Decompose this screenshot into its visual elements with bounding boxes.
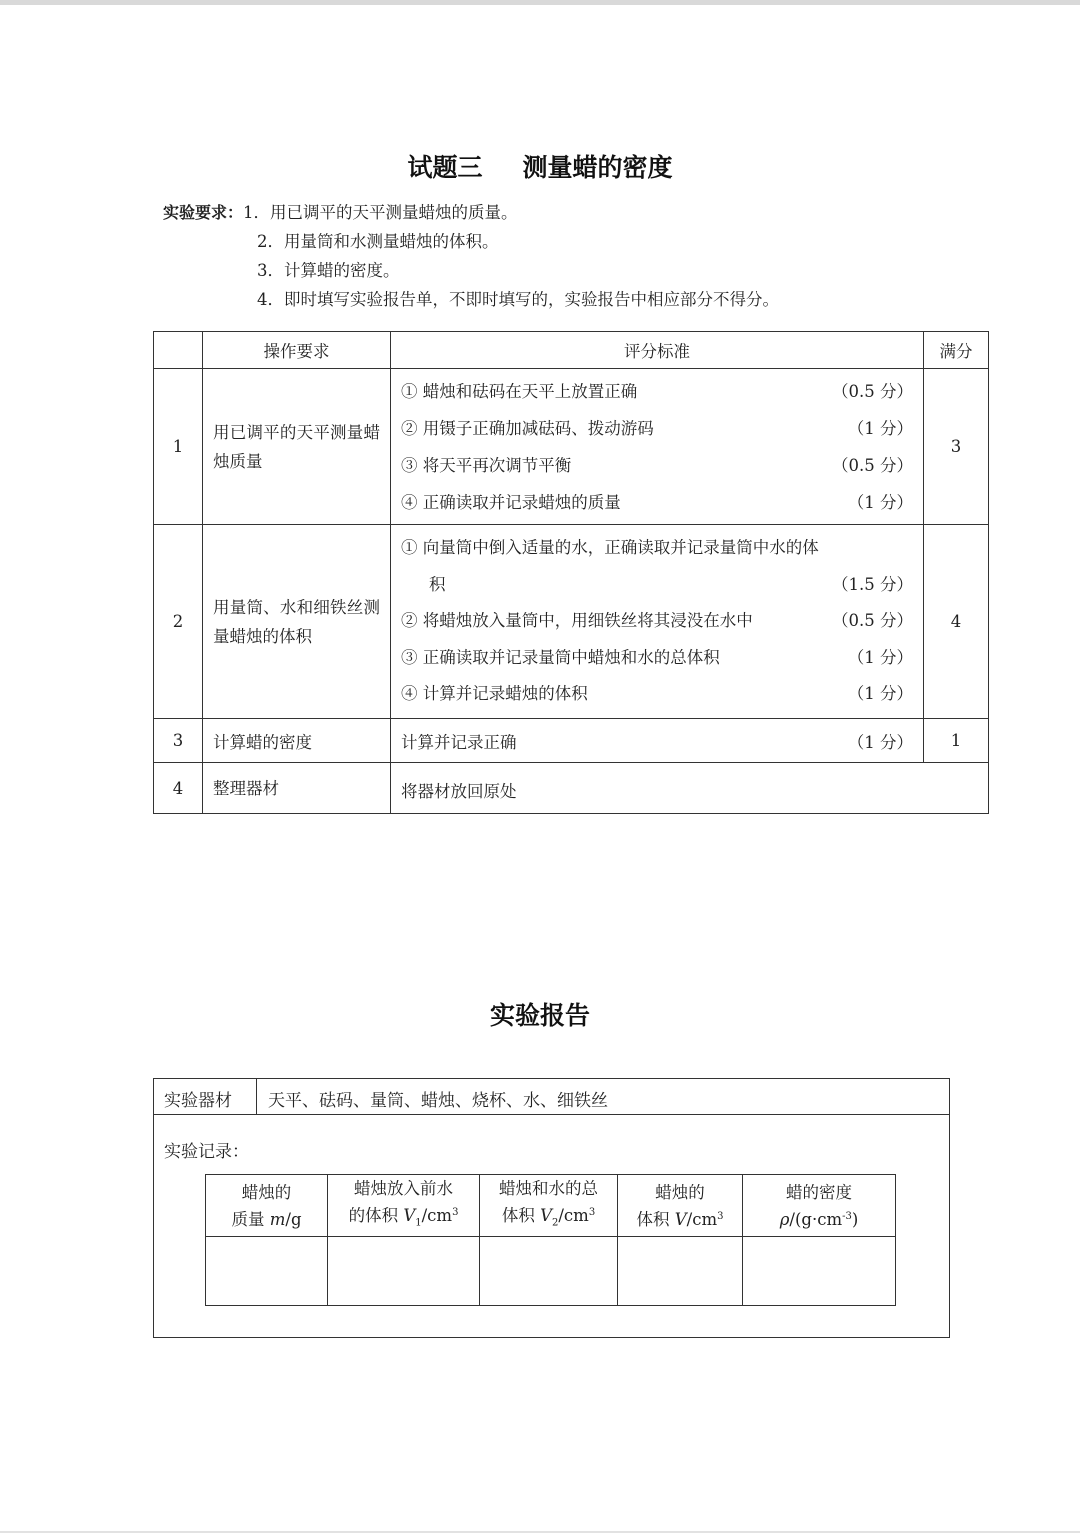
density-entry-cell[interactable] (743, 1237, 896, 1306)
criterion (401, 373, 913, 410)
unit: /g (285, 1209, 302, 1229)
column-header-line2 (743, 1206, 895, 1233)
header-text: 质量 (231, 1209, 270, 1229)
criterion-text: ② 用镊子正确加减砝码、拨动游码 (401, 418, 654, 438)
row-number: 2 (154, 525, 203, 719)
criteria-cell (391, 369, 924, 525)
criterion-points: （1 分） (847, 418, 913, 438)
superscript: 3 (717, 1210, 724, 1222)
row-number: 4 (154, 763, 203, 814)
criterion-text: 将器材放回原处 (401, 782, 517, 801)
column-header (743, 1175, 896, 1237)
candle-volume-entry-cell[interactable] (618, 1237, 743, 1306)
unit: /cm (558, 1206, 589, 1225)
variable-symbol: m (269, 1209, 286, 1229)
requirement-item: 4．即时填写实验报告单，不即时填写的，实验报告中相应部分不得分。 (257, 290, 779, 309)
operation-cell: 计算蜡的密度 (203, 719, 391, 763)
variable-symbol: V (403, 1206, 416, 1225)
header-operation: 操作要求 (203, 332, 391, 369)
operation-cell: 用量筒、水和细铁丝测量蜡烛的体积 (203, 525, 391, 719)
criterion-points: （1 分） (847, 647, 913, 667)
criterion-text: ④ 正确读取并记录蜡烛的质量 (401, 492, 621, 512)
criterion (401, 447, 913, 484)
criterion (401, 410, 913, 447)
report-title: 实验报告 (489, 1001, 590, 1030)
criterion (401, 676, 913, 713)
header-full-score: 满分 (924, 332, 989, 369)
column-header-line1: 蜡烛放入前水 (354, 1179, 453, 1198)
table-row (154, 763, 989, 814)
criterion (401, 729, 913, 753)
unit: /cm (421, 1206, 453, 1225)
column-header (206, 1175, 328, 1237)
column-header-line1: 蜡烛的 (655, 1182, 705, 1202)
header-text: 的体积 (348, 1206, 404, 1225)
criterion-points: （1 分） (847, 684, 913, 704)
water-volume-entry-cell[interactable] (328, 1237, 480, 1306)
variable-symbol: V (674, 1209, 687, 1229)
column-header (618, 1175, 743, 1237)
criteria-cell (391, 525, 924, 719)
bottom-border (0, 1531, 1080, 1533)
criterion-points: （0.5 分） (832, 455, 913, 475)
operation-cell: 用已调平的天平测量蜡烛质量 (203, 369, 391, 525)
scoring-header-row (154, 332, 989, 369)
column-header-line1: 蜡的密度 (786, 1182, 852, 1202)
total-volume-entry-cell[interactable] (480, 1237, 618, 1306)
criterion-points: （0.5 分） (832, 611, 913, 631)
criterion-text: ③ 正确读取并记录量筒中蜡烛和水的总体积 (401, 647, 720, 667)
criterion (401, 640, 913, 677)
record-entry-row (206, 1237, 896, 1306)
subscript: 1 (415, 1217, 422, 1229)
header-criteria: 评分标准 (391, 332, 924, 369)
subscript: 2 (551, 1217, 559, 1229)
criterion-text: ④ 计算并记录蜡烛的体积 (401, 684, 588, 704)
unit: /(g·cm (789, 1209, 843, 1229)
full-score-cell: 3 (924, 369, 989, 525)
requirements-label: 实验要求： (163, 203, 244, 222)
equipment-row (154, 1079, 949, 1115)
criterion (401, 603, 913, 640)
requirement-item: 1．用已调平的天平测量蜡烛的质量。 (243, 203, 518, 222)
column-header-line2 (618, 1206, 742, 1233)
criterion-points: （1.5 分） (832, 574, 913, 594)
criteria-cell (391, 763, 989, 814)
criterion-points: （1 分） (847, 732, 913, 752)
exam-title (0, 148, 1080, 184)
table-row (154, 525, 989, 719)
criterion-points: （0.5 分） (832, 381, 913, 401)
row-number: 1 (154, 369, 203, 525)
operation-cell: 整理器材 (203, 763, 391, 814)
mass-entry-cell[interactable] (206, 1237, 328, 1306)
record-label: 实验记录： (164, 1142, 249, 1162)
unit: /cm (686, 1209, 718, 1229)
header-no (154, 332, 203, 369)
criterion-text: ② 将蜡烛放入量筒中，用细铁丝将其浸没在水中 (401, 611, 753, 631)
criterion-text: ① 蜡烛和砝码在天平上放置正确 (401, 381, 638, 401)
exam-title-number: 试题三 (407, 153, 483, 182)
superscript: 3 (452, 1207, 459, 1218)
variable-symbol: ρ (779, 1209, 790, 1229)
column-header (480, 1175, 618, 1237)
row-number: 3 (154, 719, 203, 763)
equipment-list: 天平、砝码、量筒、蜡烛、烧杯、水、细铁丝 (268, 1091, 608, 1111)
requirement-item: 2．用量筒和水测量蜡烛的体积。 (257, 232, 499, 251)
variable-symbol: V (540, 1206, 552, 1225)
top-border (0, 0, 1080, 5)
superscript: 3 (588, 1207, 596, 1218)
exam-title-topic: 测量蜡的密度 (522, 153, 673, 182)
column-header-line1: 蜡烛和水的总 (499, 1179, 598, 1198)
requirement-item: 3．计算蜡的密度。 (257, 261, 400, 280)
table-row (154, 369, 989, 525)
report-box (153, 1078, 950, 1338)
criterion (401, 484, 913, 521)
record-header-row (206, 1175, 896, 1237)
column-header-line2 (480, 1202, 617, 1236)
full-score-cell: 1 (924, 719, 989, 763)
experiment-requirements (163, 198, 779, 314)
header-text: 体积 (501, 1206, 541, 1225)
criteria-cell (391, 719, 924, 763)
header-text: 体积 (636, 1209, 675, 1229)
criterion-text-continued: 积 (429, 574, 446, 594)
criterion-points: （1 分） (847, 492, 913, 512)
column-header-line2 (328, 1202, 479, 1236)
superscript: -3 (842, 1210, 852, 1222)
criterion-text: 计算并记录正确 (401, 732, 517, 752)
table-row (154, 719, 989, 763)
criterion-text: ③ 将天平再次调节平衡 (401, 455, 572, 475)
column-header-line2 (206, 1206, 327, 1233)
equipment-label: 实验器材 (164, 1091, 232, 1111)
scoring-table (153, 331, 989, 814)
unit-close: ) (851, 1209, 859, 1229)
record-table (205, 1174, 896, 1306)
criterion (401, 567, 913, 604)
column-header-line1: 蜡烛的 (241, 1182, 292, 1202)
full-score-cell: 4 (924, 525, 989, 719)
criterion-text: ① 向量筒中倒入适量的水，正确读取并记录量筒中水的体 (401, 538, 819, 558)
column-header (328, 1175, 480, 1237)
divider (256, 1079, 257, 1114)
